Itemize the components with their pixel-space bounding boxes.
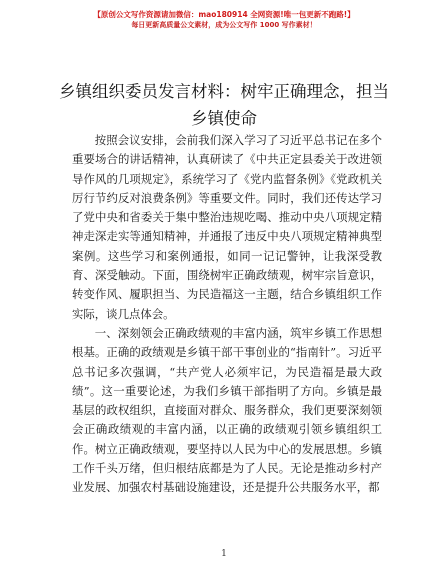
document-body [72,131,382,498]
page-number: 1 [221,549,227,559]
banner-line-1: 【原创公文写作资源请加微信：mao180914 全网资源!唯一包更新不跑路!】 [93,10,355,19]
header-banner [0,9,448,31]
banner-line-2: 每日更新高质量公文素材，成为公文写作 1000 写作素材！ [131,21,317,29]
paragraph-intro: 按照会议安排，会前我们深入学习了习近平总书记在多个重要场合的讲话精神，认真研读了《中共正定县委关于改进领导作风的几项规定》，系统学习了《党内监督条例》《党政机关厉行节约反对浪费条例》等重要文件。同时，我们还传达学习了党中央和省委关于集中整治违规吃喝、推动中央八项规定精神走深走实等通知精神，并通报了违反中央八项规定精神典型案例。这些学习和案例通报，如同一记记警钟，让我深受教育、深受触动。下面，围绕树牢正确政绩观，树牢宗旨意识，转变作风、履职担当、为民造福这一主题，结合乡镇组织工作实际，谈几点体会。 [72,133,382,321]
document-title: 乡镇组织委员发言材料：树牢正确理念，担当乡镇使命 [59,82,389,128]
paragraph-section-1: 一、深刻领会正确政绩观的丰富内涵，筑牢乡镇工作思想根基。正确的政绩观是乡镇干部干事创业的“指南针”。习近平总书记多次强调，“共产党人必须牢记，为民造福是最大政绩”。这一重要论述，为我们乡镇干部指明了方向。乡镇是最基层的政权组织，直接面对群众、服务群众，我们更要深刻领会正确政绩观的丰富内涵，以正确的政绩观引领乡镇组织工作。树立正确政绩观，要坚持以人民为中心的发展思想。乡镇工作千头万绪，但归根结底都是为了人民。无论是推动乡村产业发展、加强农村基础设施建设，还是提升公共服务水平，都 [72,325,382,495]
